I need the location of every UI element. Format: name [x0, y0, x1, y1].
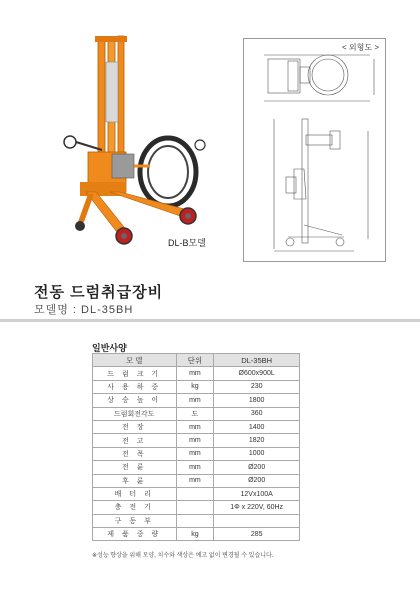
table-row [93, 528, 300, 541]
table-row [93, 407, 300, 420]
table-row [93, 461, 300, 474]
spec-header-row [93, 354, 300, 367]
column-header-unit: 단위 [176, 354, 214, 367]
spec-item: 후 륜 [93, 474, 177, 487]
spec-item: 전 폭 [93, 447, 177, 460]
spec-unit: mm [176, 474, 214, 487]
spec-unit [176, 514, 214, 527]
footnote: ※성능 향상을 위해 모양, 치수와 색상은 예고 없이 변경될 수 있습니다. [92, 553, 274, 559]
spec-value: 360 [214, 407, 300, 420]
spec-unit: mm [176, 394, 214, 407]
spec-item: 사 용 하 중 [93, 380, 177, 393]
product-title: 전동 드럼취급장비 [34, 284, 164, 301]
spec-item: 배 터 리 [93, 487, 177, 500]
table-row [93, 367, 300, 380]
spec-item: 전 륜 [93, 461, 177, 474]
table-row [93, 394, 300, 407]
spec-item: 충 전 기 [93, 501, 177, 514]
model-name: 모델명 : DL-35BH [34, 304, 134, 316]
spec-unit: mm [176, 367, 214, 380]
drawing-label: < 외형도 > [342, 43, 379, 52]
spec-unit: mm [176, 461, 214, 474]
spec-unit: mm [176, 420, 214, 433]
spec-item: 전 장 [93, 420, 177, 433]
outline-drawing-lines [244, 39, 385, 261]
spec-unit [176, 501, 214, 514]
spec-table [92, 353, 300, 541]
spec-value: 285 [214, 528, 300, 541]
spec-item: 드 럼 크 기 [93, 367, 177, 380]
spec-item: 상 승 높 이 [93, 394, 177, 407]
table-row [93, 514, 300, 527]
spec-unit: 도 [176, 407, 214, 420]
table-row [93, 487, 300, 500]
table-row [93, 380, 300, 393]
spec-value: 1400 [214, 420, 300, 433]
column-header-value: DL-35BH [214, 354, 300, 367]
spec-item: 구 동 부 [93, 514, 177, 527]
spec-value: 1820 [214, 434, 300, 447]
spec-value: 12Vx100A [214, 487, 300, 500]
spec-item: 전 고 [93, 434, 177, 447]
spec-value: 1000 [214, 447, 300, 460]
table-row [93, 447, 300, 460]
spec-value: 230 [214, 380, 300, 393]
spec-unit [176, 487, 214, 500]
spec-unit: kg [176, 528, 214, 541]
spec-value: 1800 [214, 394, 300, 407]
spec-unit: mm [176, 434, 214, 447]
spec-value: Ø200 [214, 474, 300, 487]
table-row [93, 434, 300, 447]
product-photo [50, 32, 230, 250]
spec-value: Ø600x900L [214, 367, 300, 380]
outline-drawing [243, 38, 386, 262]
table-row [93, 501, 300, 514]
spec-unit: mm [176, 447, 214, 460]
spec-value: 1Φ x 220V, 60Hz [214, 501, 300, 514]
table-row [93, 420, 300, 433]
spec-value [214, 514, 300, 527]
spec-value: Ø200 [214, 461, 300, 474]
spec-heading: 일반사양 [92, 343, 127, 353]
table-row [93, 474, 300, 487]
column-header-model: 모 델 [93, 354, 177, 367]
spec-unit: kg [176, 380, 214, 393]
spec-item: 제 품 중 량 [93, 528, 177, 541]
photo-caption: DL-B모델 [168, 238, 206, 248]
section-divider [0, 319, 420, 322]
spec-item: 드럼회전각도 [93, 407, 177, 420]
